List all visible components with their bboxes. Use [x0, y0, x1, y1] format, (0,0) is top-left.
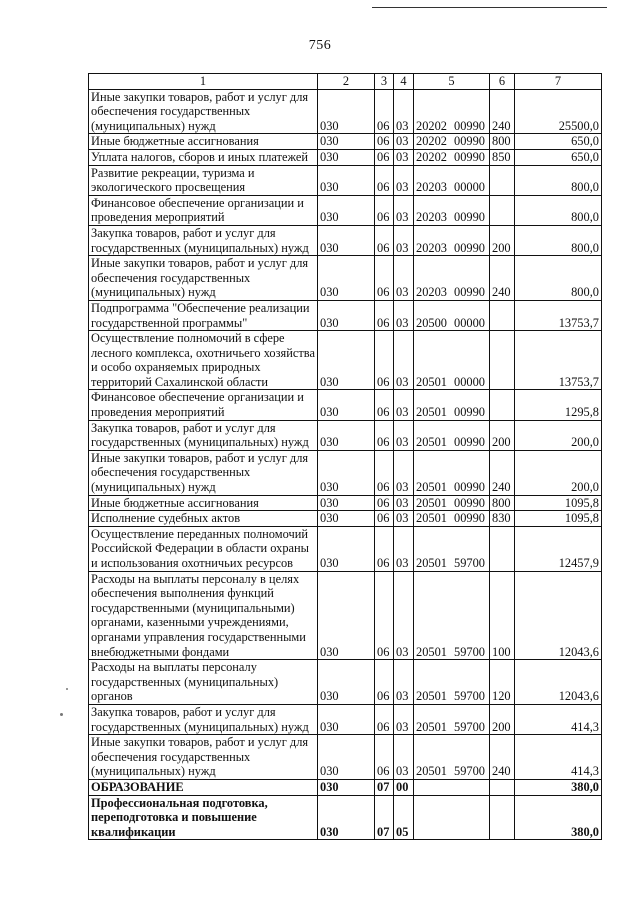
cell-rz: 06 — [375, 660, 394, 705]
cell-vr: 200 — [490, 225, 515, 255]
cell-vr — [490, 526, 515, 571]
target-article-part2: 00990 — [454, 495, 485, 510]
target-article-part2: 59700 — [454, 644, 485, 659]
table-row — [89, 331, 602, 390]
cell-grbs: 030 — [318, 704, 375, 734]
cell-vr — [490, 795, 515, 840]
header-cell: 2 — [318, 74, 375, 90]
target-article-part1: 20202 — [416, 134, 447, 149]
cell-rz: 06 — [375, 420, 394, 450]
target-article-part1: 20203 — [416, 240, 447, 255]
target-article-part2: 00990 — [454, 405, 485, 420]
table-row — [89, 256, 602, 301]
cell-rz: 06 — [375, 149, 394, 165]
cell-grbs: 030 — [318, 390, 375, 420]
cell-vr: 240 — [490, 256, 515, 301]
table-row — [89, 149, 602, 165]
cell-vr: 200 — [490, 704, 515, 734]
top-rule — [372, 7, 607, 8]
table-row — [89, 735, 602, 780]
cell-sum: 12043,6 — [515, 660, 602, 705]
target-article-part1: 20203 — [416, 285, 447, 300]
cell-target-article — [414, 89, 490, 134]
target-article-part2: 00990 — [454, 149, 485, 164]
target-article-part2: 00990 — [454, 134, 485, 149]
cell-rz: 06 — [375, 390, 394, 420]
table-row — [89, 300, 602, 330]
cell-grbs: 030 — [318, 300, 375, 330]
cell-pr: 03 — [394, 134, 414, 150]
cell-vr — [490, 165, 515, 195]
cell-rz: 06 — [375, 300, 394, 330]
target-article-part2: 00990 — [454, 285, 485, 300]
budget-table — [88, 73, 602, 840]
cell-grbs: 030 — [318, 195, 375, 225]
cell-name: Финансовое обеспечение организации и проведения мероприятий — [89, 390, 318, 420]
cell-grbs: 030 — [318, 511, 375, 527]
cell-grbs: 030 — [318, 225, 375, 255]
cell-pr: 00 — [394, 779, 414, 795]
cell-grbs: 030 — [318, 420, 375, 450]
cell-vr: 240 — [490, 450, 515, 495]
cell-rz: 06 — [375, 495, 394, 511]
cell-vr: 100 — [490, 571, 515, 660]
cell-grbs: 030 — [318, 779, 375, 795]
target-article-part1: 20501 — [416, 435, 447, 450]
table-row — [89, 450, 602, 495]
target-article-part1: 20501 — [416, 374, 447, 389]
cell-rz: 07 — [375, 779, 394, 795]
header-cell: 6 — [490, 74, 515, 90]
table-row — [89, 779, 602, 795]
header-cell: 7 — [515, 74, 602, 90]
table-row — [89, 390, 602, 420]
cell-target-article — [414, 795, 490, 840]
header-cell: 5 — [414, 74, 490, 90]
target-article-part1: 20501 — [416, 689, 447, 704]
cell-sum: 200,0 — [515, 420, 602, 450]
target-article-part1: 20202 — [416, 118, 447, 133]
cell-target-article — [414, 735, 490, 780]
target-article-part2: 59700 — [454, 689, 485, 704]
target-article-part1: 20203 — [416, 180, 447, 195]
cell-name: Иные бюджетные ассигнования — [89, 134, 318, 150]
target-article-part1: 20501 — [416, 556, 447, 570]
table-row — [89, 571, 602, 660]
cell-grbs: 030 — [318, 495, 375, 511]
cell-rz: 06 — [375, 89, 394, 134]
target-article-part1: 20501 — [416, 480, 447, 495]
cell-name: Развитие рекреации, туризма и экологического просвещения — [89, 165, 318, 195]
scan-speck — [60, 713, 63, 716]
target-article-part1: 20501 — [416, 719, 447, 734]
target-article-part2: 00990 — [454, 435, 485, 450]
cell-vr: 830 — [490, 511, 515, 527]
cell-name: Профессиональная подготовка, переподготовка и повышение квалификации — [89, 795, 318, 840]
scan-speck — [66, 688, 68, 690]
target-article-part2: 00990 — [454, 511, 485, 526]
cell-grbs: 030 — [318, 735, 375, 780]
cell-name: Иные закупки товаров, работ и услуг для обеспечения государственных (муниципальных) нужд — [89, 256, 318, 301]
cell-grbs: 030 — [318, 795, 375, 840]
cell-vr — [490, 300, 515, 330]
table-row — [89, 660, 602, 705]
cell-vr — [490, 195, 515, 225]
cell-name: Расходы на выплаты персоналу в целях обеспечения выполнения функций государственными (муниципальными) органами, казенными учреждениями, органами управления государственными внебюджетными фондами — [89, 571, 318, 660]
cell-sum: 25500,0 — [515, 89, 602, 134]
cell-name: Осуществление полномочий в сфере лесного комплекса, охотничьего хозяйства и особо охраняемых природных территорий Сахалинской области — [89, 331, 318, 390]
cell-target-article — [414, 331, 490, 390]
cell-sum: 13753,7 — [515, 331, 602, 390]
cell-rz: 06 — [375, 331, 394, 390]
table-row — [89, 89, 602, 134]
cell-rz: 06 — [375, 735, 394, 780]
cell-sum: 12043,6 — [515, 571, 602, 660]
cell-vr: 200 — [490, 420, 515, 450]
target-article-part2: 00990 — [454, 480, 485, 495]
cell-target-article — [414, 134, 490, 150]
cell-grbs: 030 — [318, 331, 375, 390]
cell-sum: 1295,8 — [515, 390, 602, 420]
cell-sum: 12457,9 — [515, 526, 602, 571]
page-number: 756 — [308, 38, 332, 53]
cell-name: Иные закупки товаров, работ и услуг для обеспечения государственных (муниципальных) нужд — [89, 735, 318, 780]
cell-sum: 800,0 — [515, 256, 602, 301]
cell-vr: 240 — [490, 735, 515, 780]
cell-rz: 06 — [375, 165, 394, 195]
cell-vr — [490, 779, 515, 795]
cell-target-article — [414, 165, 490, 195]
cell-vr: 800 — [490, 495, 515, 511]
target-article-part2: 00990 — [454, 118, 485, 133]
cell-target-article — [414, 390, 490, 420]
cell-pr: 03 — [394, 511, 414, 527]
header-row — [89, 74, 602, 90]
target-article-part2: 00990 — [454, 240, 485, 255]
table-row — [89, 134, 602, 150]
cell-name: Расходы на выплаты персоналу государственных (муниципальных) органов — [89, 660, 318, 705]
target-article-part1: 20501 — [416, 511, 447, 526]
cell-pr: 03 — [394, 331, 414, 390]
cell-grbs: 030 — [318, 165, 375, 195]
cell-name: Уплата налогов, сборов и иных платежей — [89, 149, 318, 165]
cell-sum: 800,0 — [515, 165, 602, 195]
cell-sum: 200,0 — [515, 450, 602, 495]
cell-target-article — [414, 495, 490, 511]
cell-target-article — [414, 225, 490, 255]
cell-grbs: 030 — [318, 134, 375, 150]
cell-vr — [490, 390, 515, 420]
target-article-part2: 59700 — [454, 556, 485, 570]
cell-vr — [490, 331, 515, 390]
cell-rz: 06 — [375, 704, 394, 734]
cell-rz: 06 — [375, 134, 394, 150]
table-row — [89, 704, 602, 734]
cell-pr: 03 — [394, 256, 414, 301]
cell-target-article — [414, 511, 490, 527]
cell-grbs: 030 — [318, 526, 375, 571]
cell-pr: 03 — [394, 571, 414, 660]
cell-pr: 03 — [394, 704, 414, 734]
target-article-part1: 20501 — [416, 405, 447, 420]
cell-name: Осуществление переданных полномочий Российской Федерации в области охраны и использования охотничьих ресурсов — [89, 526, 318, 571]
table-row — [89, 165, 602, 195]
table-row — [89, 495, 602, 511]
target-article-part2: 00990 — [454, 210, 485, 225]
cell-sum: 800,0 — [515, 195, 602, 225]
cell-pr: 03 — [394, 450, 414, 495]
cell-sum: 13753,7 — [515, 300, 602, 330]
cell-name: Иные закупки товаров, работ и услуг для обеспечения государственных (муниципальных) нужд — [89, 89, 318, 134]
target-article-part1: 20202 — [416, 149, 447, 164]
cell-pr: 03 — [394, 526, 414, 571]
table-row — [89, 225, 602, 255]
target-article-part1: 20501 — [416, 764, 447, 779]
cell-rz: 06 — [375, 526, 394, 571]
cell-sum: 650,0 — [515, 149, 602, 165]
cell-grbs: 030 — [318, 256, 375, 301]
cell-name: Финансовое обеспечение организации и проведения мероприятий — [89, 195, 318, 225]
table-row — [89, 511, 602, 527]
cell-name: ОБРАЗОВАНИЕ — [89, 779, 318, 795]
target-article-part1: 20203 — [416, 210, 447, 225]
table-row — [89, 195, 602, 225]
cell-rz: 06 — [375, 195, 394, 225]
cell-rz: 06 — [375, 225, 394, 255]
cell-sum: 414,3 — [515, 704, 602, 734]
cell-sum: 1095,8 — [515, 495, 602, 511]
cell-pr: 03 — [394, 225, 414, 255]
header-cell: 4 — [394, 74, 414, 90]
header-cell: 1 — [89, 74, 318, 90]
cell-target-article — [414, 704, 490, 734]
cell-target-article — [414, 779, 490, 795]
cell-pr: 05 — [394, 795, 414, 840]
cell-name: Исполнение судебных актов — [89, 511, 318, 527]
cell-target-article — [414, 149, 490, 165]
cell-pr: 03 — [394, 165, 414, 195]
target-article-part2: 59700 — [454, 719, 485, 734]
table-row — [89, 795, 602, 840]
cell-rz: 07 — [375, 795, 394, 840]
cell-target-article — [414, 195, 490, 225]
cell-pr: 03 — [394, 420, 414, 450]
cell-vr: 240 — [490, 89, 515, 134]
cell-pr: 03 — [394, 495, 414, 511]
cell-sum: 650,0 — [515, 134, 602, 150]
cell-target-article — [414, 256, 490, 301]
cell-name: Иные закупки товаров, работ и услуг для обеспечения государственных (муниципальных) нужд — [89, 450, 318, 495]
cell-grbs: 030 — [318, 571, 375, 660]
target-article-part1: 20501 — [416, 644, 447, 659]
cell-sum: 1095,8 — [515, 511, 602, 527]
cell-grbs: 030 — [318, 450, 375, 495]
table-row — [89, 526, 602, 571]
table-row — [89, 420, 602, 450]
cell-pr: 03 — [394, 735, 414, 780]
cell-name: Иные бюджетные ассигнования — [89, 495, 318, 511]
cell-sum: 380,0 — [515, 795, 602, 840]
cell-grbs: 030 — [318, 89, 375, 134]
cell-target-article — [414, 571, 490, 660]
target-article-part2: 00000 — [454, 180, 485, 195]
header-cell: 3 — [375, 74, 394, 90]
cell-pr: 03 — [394, 300, 414, 330]
cell-sum: 414,3 — [515, 735, 602, 780]
cell-rz: 06 — [375, 571, 394, 660]
cell-pr: 03 — [394, 660, 414, 705]
cell-pr: 03 — [394, 390, 414, 420]
cell-vr: 850 — [490, 149, 515, 165]
target-article-part1: 20501 — [416, 495, 447, 510]
cell-grbs: 030 — [318, 149, 375, 165]
cell-pr: 03 — [394, 89, 414, 134]
cell-grbs: 030 — [318, 660, 375, 705]
cell-sum: 380,0 — [515, 779, 602, 795]
cell-target-article — [414, 420, 490, 450]
cell-sum: 800,0 — [515, 225, 602, 255]
target-article-part1: 20500 — [416, 315, 447, 330]
cell-target-article — [414, 450, 490, 495]
cell-rz: 06 — [375, 256, 394, 301]
cell-name: Закупка товаров, работ и услуг для государственных (муниципальных) нужд — [89, 704, 318, 734]
cell-name: Закупка товаров, работ и услуг для государственных (муниципальных) нужд — [89, 225, 318, 255]
cell-rz: 06 — [375, 511, 394, 527]
cell-vr: 800 — [490, 134, 515, 150]
cell-pr: 03 — [394, 149, 414, 165]
target-article-part2: 59700 — [454, 764, 485, 779]
cell-target-article — [414, 660, 490, 705]
cell-name: Подпрограмма "Обеспечение реализации государственной программы" — [89, 300, 318, 330]
cell-vr: 120 — [490, 660, 515, 705]
target-article-part2: 00000 — [454, 374, 485, 389]
target-article-part2: 00000 — [454, 315, 485, 330]
cell-target-article — [414, 300, 490, 330]
cell-name: Закупка товаров, работ и услуг для государственных (муниципальных) нужд — [89, 420, 318, 450]
cell-target-article — [414, 526, 490, 571]
cell-rz: 06 — [375, 450, 394, 495]
table-body — [89, 74, 602, 840]
cell-pr: 03 — [394, 195, 414, 225]
